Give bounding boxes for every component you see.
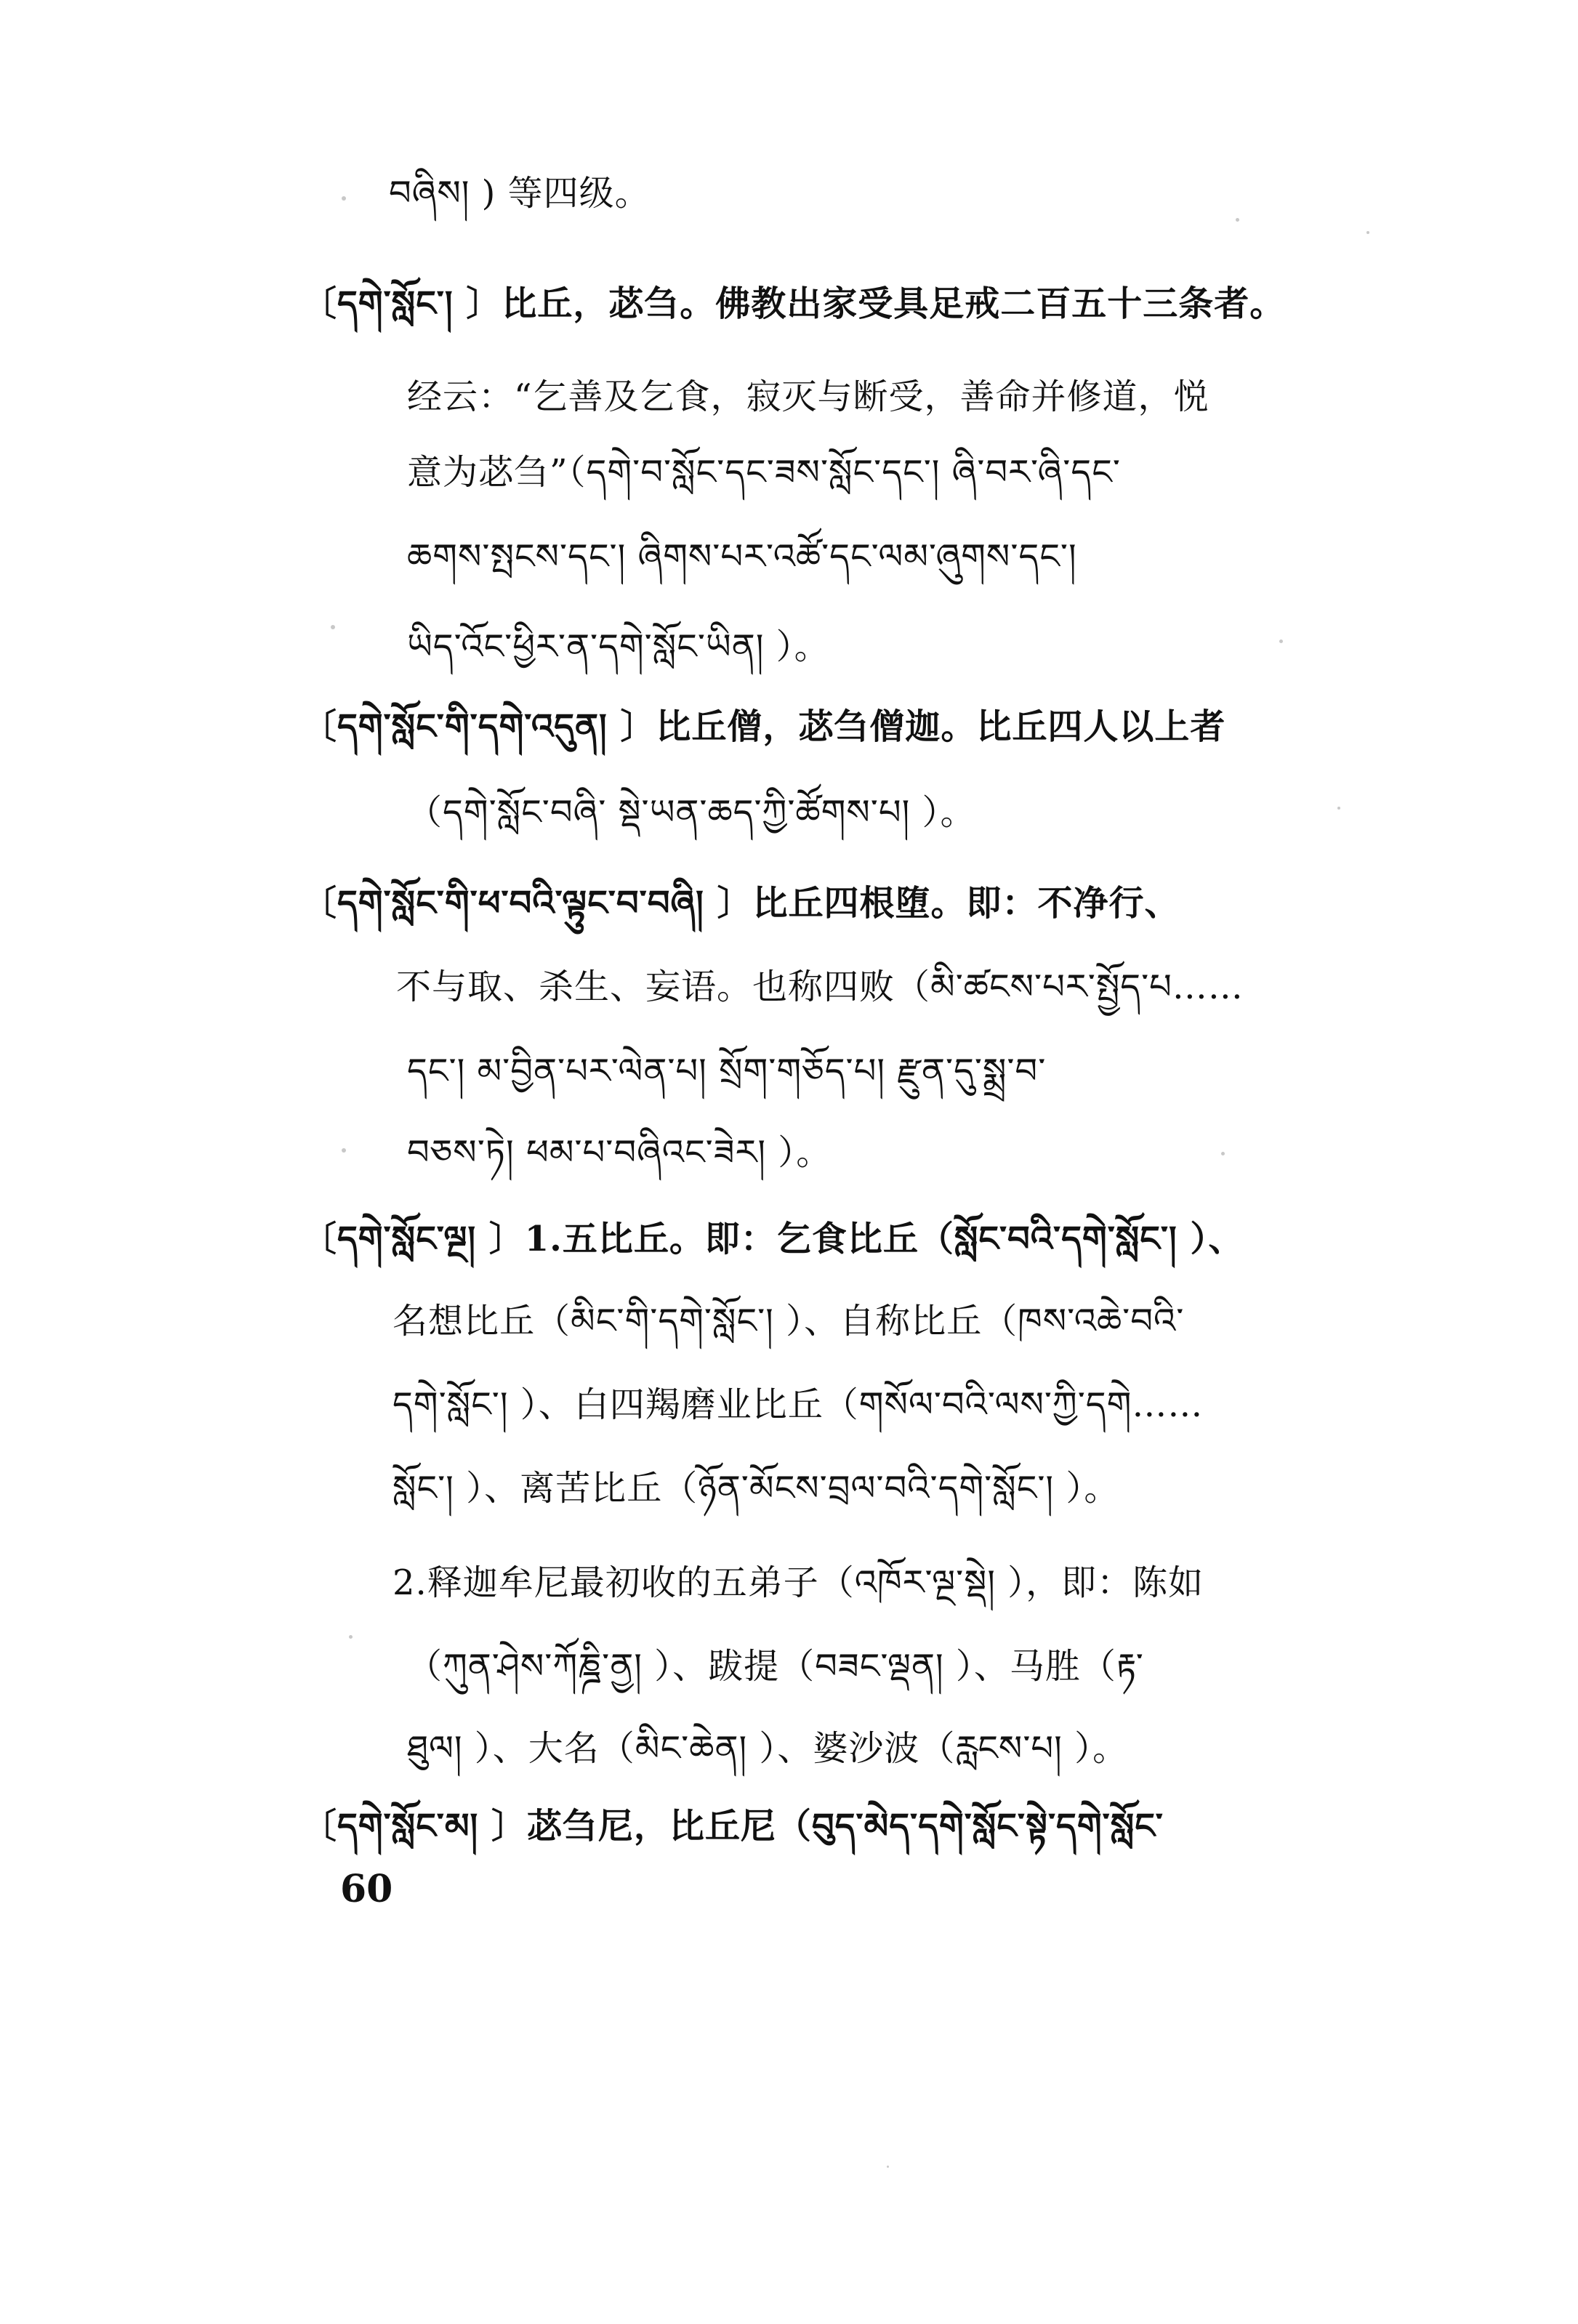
entry-heading-line: 〔དགེ་སློང་མ། 〕苾刍尼，比丘尼（བུད་མེད་དགེ་སློང་སྟེ་དགེ་སློང་ bbox=[302, 1806, 1164, 1847]
scan-speck bbox=[342, 1148, 346, 1153]
entry-heading-line: 〔དགེ་སློང་གི་ཕ་བའི་ལྟུང་བ་བཞི། 〕比丘四根堕。即：不净行、 bbox=[302, 883, 1180, 924]
scan-speck bbox=[349, 1635, 353, 1639]
scan-speck bbox=[887, 2166, 889, 2168]
text-line: 名想比丘（མིང་གི་དགེ་སློང་། ）、自称比丘（ཁས་འཆེ་བའི་ bbox=[393, 1301, 1185, 1341]
scan-speck bbox=[1337, 807, 1340, 810]
scan-speck bbox=[342, 196, 346, 201]
entry-heading-line: 〔དགེ་སློང་ལྔ། 〕1.五比丘。即：乞食比丘（སློང་བའི་དགེ་སློང་། ）、 bbox=[302, 1219, 1244, 1259]
text-line: དགེ་སློང་། ）、白四羯磨业比丘（གསོལ་བའི་ལས་ཀྱི་དགེ…… bbox=[393, 1384, 1204, 1425]
text-line: 2.释迦牟尼最初收的五弟子（འཁོར་ལྔ་སྡེ། ），即：陈如 bbox=[393, 1562, 1204, 1603]
text-line: དང་། མ་བྱིན་པར་ལེན་པ། སྲོག་གཅོད་པ། རྫུན་དུ་སྨྲ་བ་ bbox=[407, 1051, 1047, 1092]
text-line: （ཀུན་ཤེས་ཀོཎྜི་ནྱ། ）、跋提（བཟང་ལྡན། ）、马胜（རྟ་ bbox=[407, 1646, 1144, 1687]
text-line: 经云：“乞善及乞食，寂灭与断受，善命并修道，悦 bbox=[407, 376, 1209, 417]
scan-speck bbox=[1236, 218, 1239, 222]
text-line: ཆགས་སྤངས་དང་། ཞིགས་པར་འཚོ་དང་ལམ་ཞུགས་དང་། bbox=[407, 536, 1077, 577]
text-line: བཞིས། ) 等四级。 bbox=[389, 173, 651, 214]
entry-heading-line: 〔དགེ་སློང་། 〕比丘，苾刍。佛教出家受具足戒二百五十三条者。 bbox=[302, 283, 1286, 324]
entry-heading-line: 〔དགེ་སློང་གི་དགེ་འདུན། 〕比丘僧，苾刍僧迦。比丘四人以上者 bbox=[302, 706, 1226, 747]
scan-speck bbox=[1279, 639, 1283, 643]
text-line: སློང་། ）、离苦比丘（ཉོན་མོངས་བྲལ་བའི་དགེ་སློང་། ）。 bbox=[393, 1468, 1120, 1509]
text-line: （དགེ་སློང་བཞི་ སྡེ་ཡན་ཆད་ཀྱི་ཚོགས་པ། ）。 bbox=[407, 792, 976, 833]
text-line: 不与取、杀生、妄语。也称四败（མི་ཚངས་པར་སྤྱོད་པ…… bbox=[396, 967, 1244, 1007]
scan-speck bbox=[331, 625, 335, 629]
text-line: བཅས་ཏེ། ཕམ་པ་བཞིའང་ཟེར། ）。 bbox=[407, 1132, 832, 1173]
scan-speck bbox=[1366, 231, 1369, 234]
page-number: 60 bbox=[340, 1867, 393, 1911]
text-line: 意为苾刍”（དགེ་བ་སློང་དང་ཟས་སློང་དང་། ཞི་བར་ཞི་དང་ bbox=[407, 452, 1121, 493]
text-line: ཐུལ། ）、大名（མིང་ཆེན། ）、婆沙波（རླངས་པ། ）。 bbox=[407, 1728, 1129, 1769]
scan-speck bbox=[1221, 1152, 1225, 1155]
text-line: ཡིད་འོང་ཕྱིར་ན་དགེ་སློང་ཡིན། ）。 bbox=[407, 626, 830, 667]
